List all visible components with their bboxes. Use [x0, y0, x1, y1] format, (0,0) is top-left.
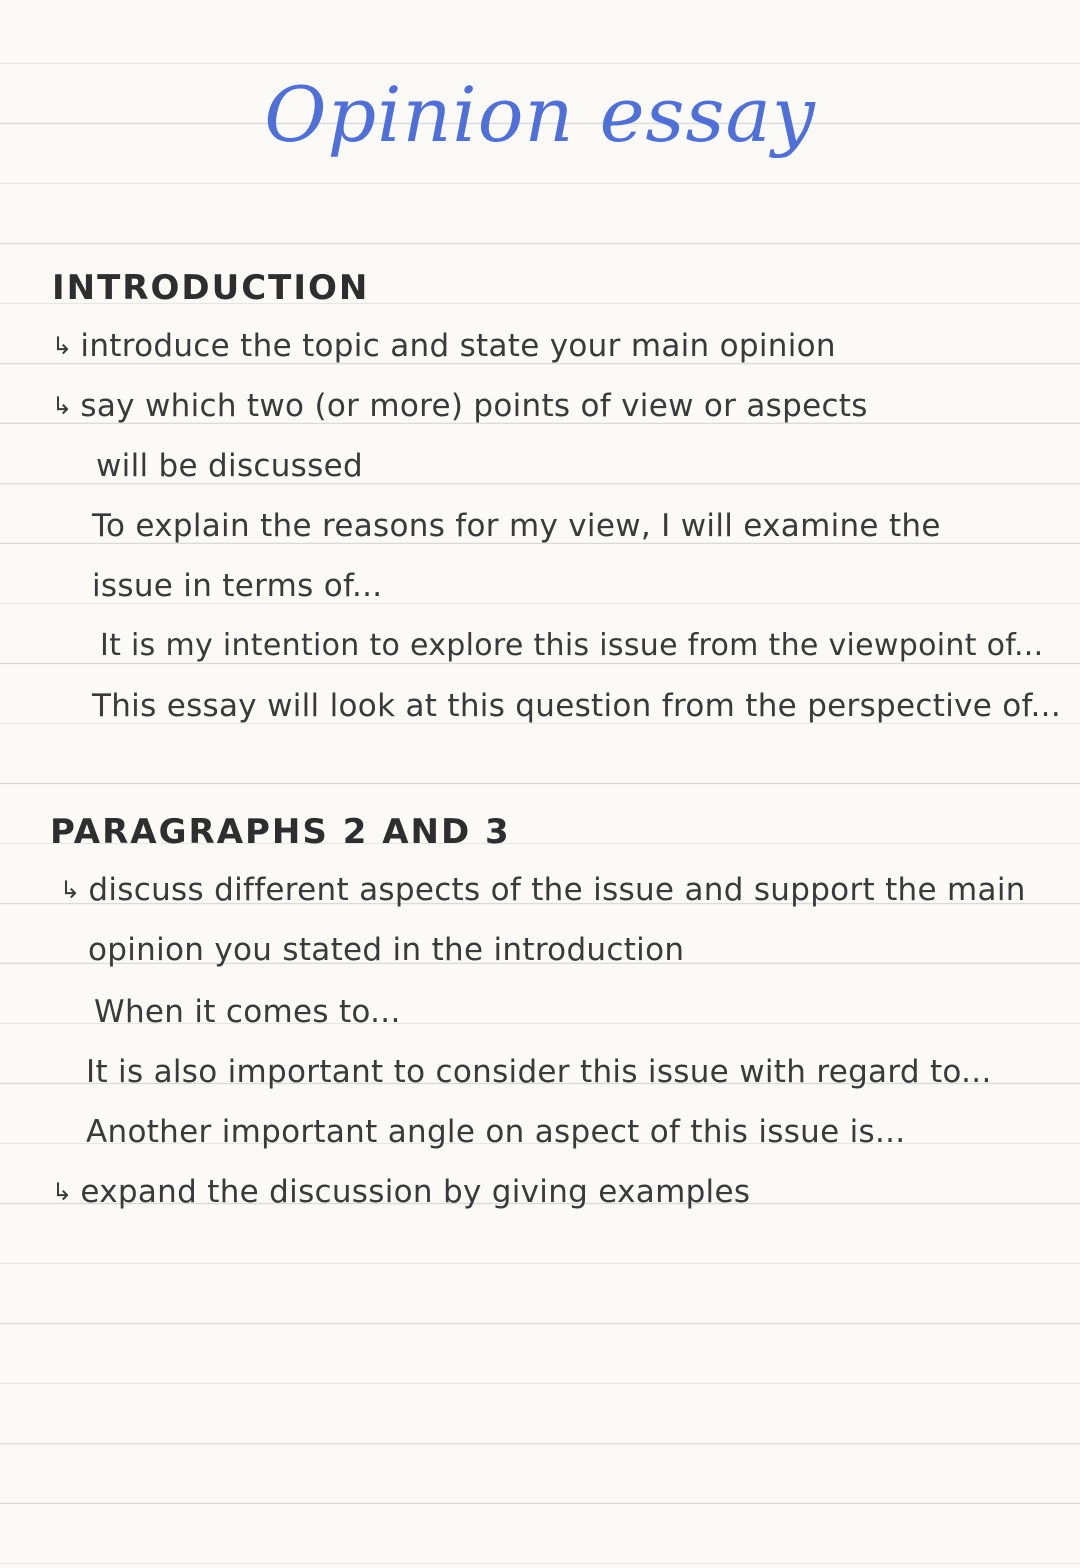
introduction-bullet-2-continuation: will be discussed — [96, 448, 363, 484]
paragraphs-bullet-1-continuation: opinion you stated in the introduction — [88, 932, 685, 968]
introduction-phrase-2: It is my intention to explore this issue from the viewpoint of... — [100, 628, 1044, 663]
introduction-phrase-1: To explain the reasons for my view, I will examine the — [92, 508, 941, 544]
paragraphs-heading: PARAGRAPHS 2 AND 3 — [50, 812, 511, 852]
introduction-phrase-3: This essay will look at this question from the perspective of... — [92, 688, 1061, 724]
page-title: Opinion essay — [264, 70, 816, 159]
introduction-heading: INTRODUCTION — [52, 268, 370, 308]
bullet-text: discuss different aspects of the issue and support the main — [88, 872, 1026, 908]
paragraphs-phrase-1: When it comes to... — [94, 994, 401, 1030]
introduction-bullet-1 — [52, 328, 836, 364]
bullet-text: introduce the topic and state your main opinion — [80, 328, 836, 364]
paragraphs-bullet-1 — [60, 872, 1026, 908]
arrow-return-icon: ↳ — [60, 876, 81, 904]
bullet-text: say which two (or more) points of view or aspects — [80, 388, 868, 424]
paragraphs-phrase-2: It is also important to consider this issue with regard to... — [86, 1054, 992, 1090]
arrow-return-icon: ↳ — [52, 1178, 73, 1206]
paragraphs-bullet-2 — [52, 1174, 750, 1210]
bullet-text: expand the discussion by giving examples — [80, 1174, 751, 1210]
arrow-return-icon: ↳ — [52, 392, 73, 420]
introduction-phrase-1-continuation: issue in terms of... — [92, 568, 383, 604]
arrow-return-icon: ↳ — [52, 332, 73, 360]
paragraphs-phrase-3: Another important angle on aspect of this issue is... — [86, 1114, 906, 1150]
introduction-bullet-2 — [52, 388, 868, 424]
